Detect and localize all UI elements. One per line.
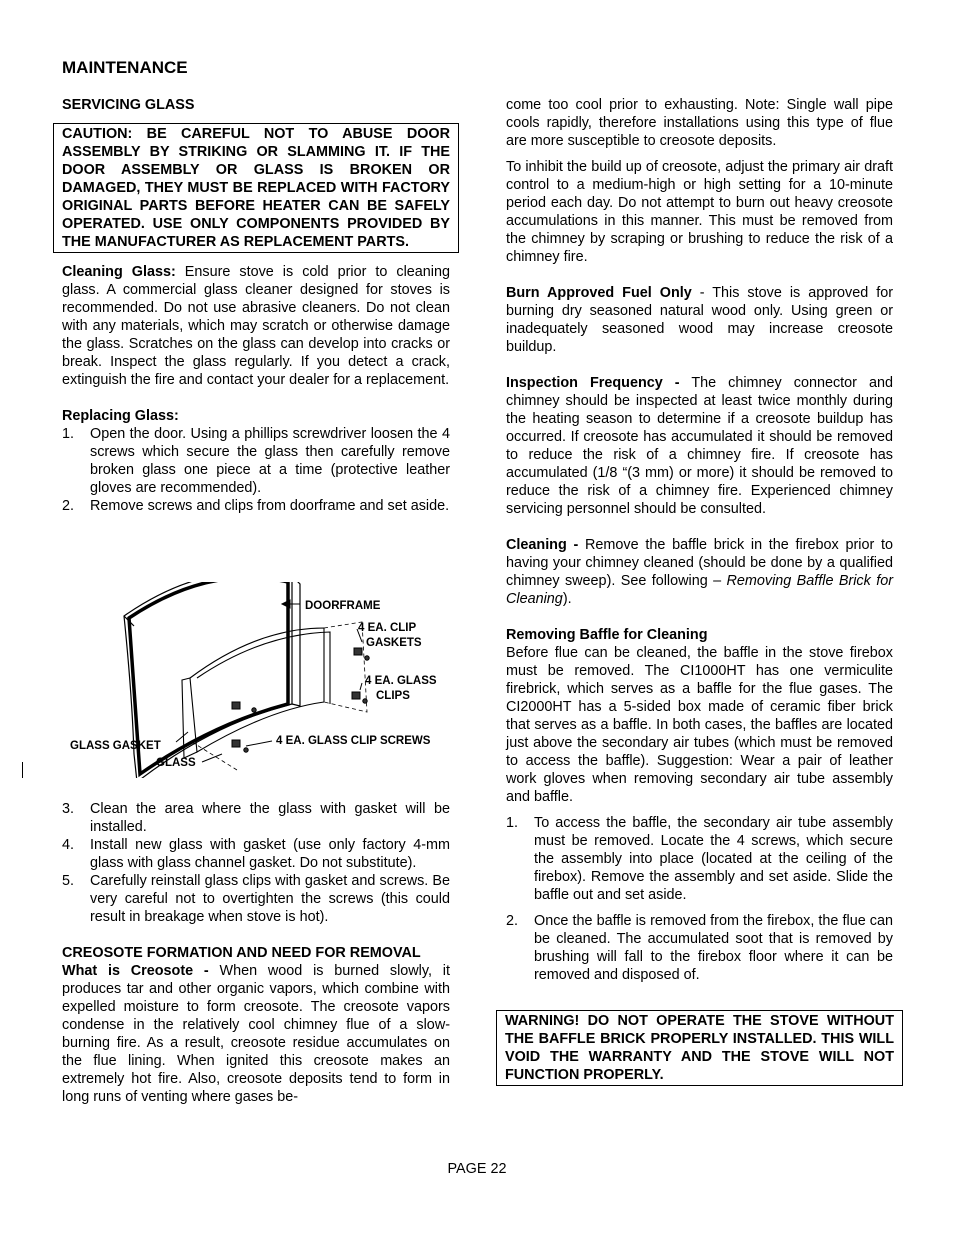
step-number: 3.: [62, 801, 75, 817]
warning-box: [496, 1010, 903, 1086]
step-text: Remove screws and clips from doorframe and set aside.: [90, 498, 450, 514]
list-item: [62, 800, 450, 836]
cleaning-reference: Removing Baffle Brick for Cleaning: [506, 573, 893, 607]
label-glass: GLASS: [156, 757, 196, 769]
cleaning-glass-paragraph: [62, 263, 450, 389]
page-number: PAGE 22: [447, 1161, 507, 1177]
label-clip-gaskets-1: 4 EA. CLIP: [358, 622, 417, 634]
list-item: [62, 497, 450, 515]
list-item: [62, 836, 450, 872]
step-text: To access the baffle, the secondary air tube assembly must be removed. Locate the 4 screws, which secure the assembly into place (located at the ceiling of the firebox). Remove the assembly and set aside. Slide the baffle out and set aside.: [534, 815, 893, 903]
removing-baffle-heading: Removing Baffle for Cleaning: [506, 627, 708, 643]
what-is-creosote-text: When wood is burned slowly, it produces tar and other organic vapors, which combine with expelled moisture to form creosote. The creosote vapors condense in the relatively cool chimney flue of a slow-burning fire. As a result, creosote residue accumulates on the flue lining. When ignited this creosote makes an extremely hot fire. Also, creosote deposits tend to form in long runs of venting where gases be-: [62, 963, 450, 1105]
step-number: 4.: [62, 837, 75, 853]
step-number: 2.: [62, 498, 75, 514]
right-column: [506, 96, 893, 984]
left-column-lower: [62, 800, 450, 1106]
what-is-creosote-label: What is Creosote -: [62, 963, 209, 979]
burn-fuel-label: Burn Approved Fuel Only: [506, 285, 692, 301]
step-text: Carefully reinstall glass clips with gasket and screws. Be very careful not to overtighten the screws (this could result in breakage when stove is hot).: [90, 873, 450, 925]
step-text: Clean the area where the glass with gasket will be installed.: [90, 801, 450, 835]
label-clip-gaskets-2: GASKETS: [366, 637, 422, 649]
inspection-text: The chimney connector and chimney should be inspected at least twice monthly during the heating season to determine if a creosote buildup has occurred. If creosote has accumulated it should be removed to reduce the risk of a chimney fire. If creosote has accumulated (1/8 “(3 mm) or more) it should be removed to reduce the risk of a chimney fire. Experienced chimney servicing personnel should be consulted.: [506, 375, 893, 517]
replacing-steps-b: [62, 800, 450, 926]
label-glass-gasket: GLASS GASKET: [70, 740, 161, 752]
label-clip-screws: 4 EA. GLASS CLIP SCREWS: [276, 735, 431, 747]
step-number: 1.: [62, 426, 75, 442]
door-glass-diagram: [62, 582, 452, 778]
hidden-lines: [192, 622, 367, 770]
cleaning-glass-text: Ensure stove is cold prior to cleaning glass. A commercial glass cleaner designed for stoves is recommended. Do not use abrasive cleaners. Do not clean with any materials, which may scratch or otherwise damage the glass. Scratches on the glass can develop into cracks or break. Inspect the glass regularly. If you detect a crack, extinguish the fire and contact your dealer for a replacement.: [62, 264, 451, 388]
cleaning-label: Cleaning -: [506, 537, 579, 553]
label-glass-clips-1: 4 EA. GLASS: [365, 675, 437, 687]
step-text: Install new glass with gasket (use only factory 4-mm glass with glass channel gasket. Do not substitute).: [90, 837, 450, 871]
list-item: [506, 912, 893, 984]
inspection-paragraph: [506, 374, 893, 518]
label-glass-clips-2: CLIPS: [376, 690, 410, 702]
list-item: [506, 814, 893, 904]
removing-baffle-text: Before flue can be cleaned, the baffle in the stove firebox must be removed. The CI1000HT has one vermiculite firebrick, which serves as a baffle for the flue gases. The CI2000HT has a 5-sided box made of ceramic fiber brick that serves as a baffle. In both cases, the baffles are located just above the secondary air tubes (which must be removed to access the baffle). Suggestion: Wear a pair of leather work gloves when removing secondary air tube assembly and baffle.: [506, 645, 893, 805]
burn-fuel-paragraph: [506, 284, 893, 356]
baffle-steps: [506, 814, 893, 984]
cleaning-end: ).: [562, 591, 572, 607]
creosote-heading: CREOSOTE FORMATION AND NEED FOR REMOVAL: [62, 945, 421, 961]
list-item: [62, 872, 450, 926]
step-text: Once the baffle is removed from the firebox, the flue can be cleaned. The accumulated soot that is removed by brushing will fall to the firebox floor where it can be removed and disposed of.: [534, 913, 893, 983]
what-is-creosote-paragraph: [62, 962, 450, 1106]
cleaning-paragraph: [506, 536, 893, 608]
replacing-glass-heading: Replacing Glass:: [62, 408, 179, 424]
label-doorframe: DOORFRAME: [305, 600, 381, 612]
step-number: 1.: [506, 815, 519, 831]
margin-mark: [22, 762, 23, 778]
inhibit-paragraph: To inhibit the build up of creosote, adjust the primary air draft control to a medium-high or high setting for a 10-minute period each day. Do not attempt to burn out heavy creosote accumulations in this manner. This must be removed from the chimney by scraping or brushing to reduce the risk of a chimney fire.: [506, 159, 893, 265]
left-column: [62, 96, 450, 515]
list-item: [62, 425, 450, 497]
caution-box: [53, 123, 459, 253]
burn-fuel-text: - This stove is approved for burning dry seasoned natural wood only. Using green or inadequately seasoned wood may increase creosote buildup.: [506, 285, 893, 355]
step-number: 5.: [62, 873, 75, 889]
creosote-continued: come too cool prior to exhausting. Note: Single wall pipe cools rapidly, therefore installations using this type of flue are more susceptible to creosote deposits.: [506, 97, 893, 149]
step-number: 2.: [506, 913, 519, 929]
servicing-glass-heading: SERVICING GLASS: [62, 97, 195, 113]
step-text: Open the door. Using a phillips screwdriver loosen the 4 screws which secure the glass then carefully remove broken glass one piece at a time (protective leather gloves are recommended).: [90, 426, 450, 496]
inspection-label: Inspection Frequency -: [506, 375, 680, 391]
caution-text: CAUTION: BE CAREFUL NOT TO ABUSE DOOR ASSEMBLY BY STRIKING OR SLAMMING IT. IF THE DOOR ASSEMBLY OR GLASS IS BROKEN OR DAMAGED, THEY MUST BE REPLACED WITH FACTORY ORIGINAL PARTS BEFORE HEATER CAN BE SAFELY OPERATED. USE ONLY COMPONENTS PROVIDED BY THE MANUFACTURER AS REPLACEMENT PARTS.: [62, 126, 450, 250]
page-title: MAINTENANCE: [62, 58, 188, 77]
replacing-steps-a: [62, 425, 450, 515]
cleaning-glass-label: Cleaning Glass:: [62, 264, 176, 280]
cleaning-text: Remove the baffle brick in the firebox prior to having your chimney cleaned (should be done by a qualified chimney sweep). See following –: [506, 537, 893, 589]
warning-text: WARNING! DO NOT OPERATE THE STOVE WITHOUT THE BAFFLE BRICK PROPERLY INSTALLED. THIS WILL VOID THE WARRANTY AND THE STOVE WILL NOT FUNCTION PROPERLY.: [505, 1013, 894, 1083]
